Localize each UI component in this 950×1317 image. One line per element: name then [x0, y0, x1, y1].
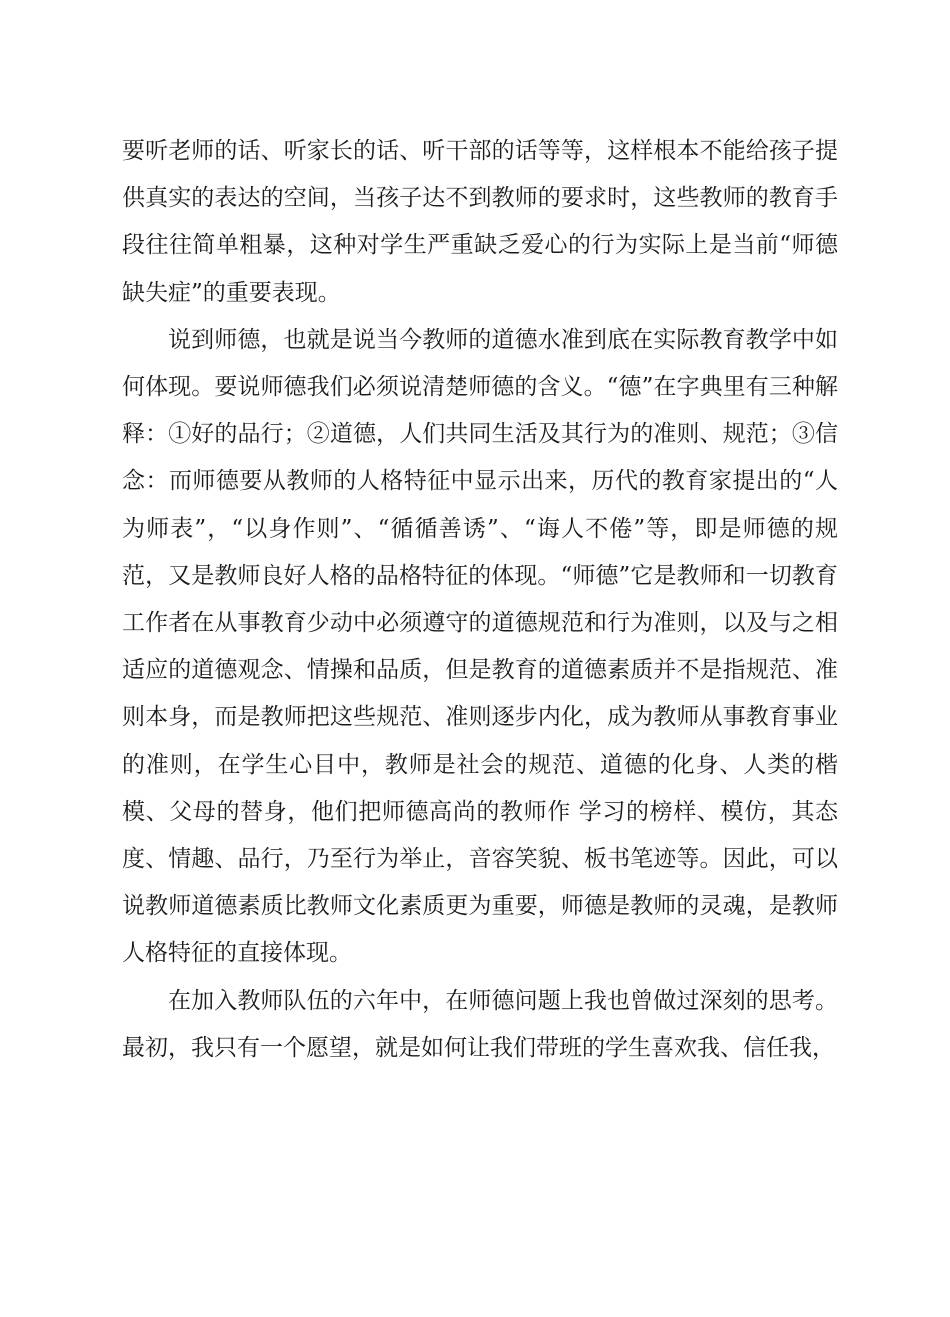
- paragraph-3: 在加入教师队伍的六年中，在师德问题上我也曾做过深刻的思考。最初，我只有一个愿望，就是如何让我们带班的学生喜欢我、信任我，: [122, 987, 838, 1061]
- body-text: [122, 128, 838, 1072]
- paragraph-1: 要听老师的话、听家长的话、听干部的话等等，这样根本不能给孩子提供真实的表达的空间，当孩子达不到教师的要求时，这些教师的教育手段往往简单粗暴，这种对学生严重缺乏爱心的行为实际上是当前“师德缺失症”的重要表现。: [122, 138, 838, 306]
- paragraph-2: 说到师德，也就是说当今教师的道德水准到底在实际教育教学中如何体现。要说师德我们必须说清楚师德的含义。“德”在字典里有三种解释：①好的品行；②道德，人们共同生活及其行为的准则、规范；③信念：而师德要从教师的人格特征中显示出来，历代的教育家提出的“人为师表”，“以身作则”、“循循善诱”、“诲人不倦”等，即是师德的规范，又是教师良好人格的品格特征的体现。“师德”它是教师和一切教育工作者在从事教育少动中必须遵守的道德规范和行为准则，以及与之相适应的道德观念、情操和品质，但是教育的道德素质并不是指规范、准则本身，而是教师把这些规范、准则逐步内化，成为教师从事教育事业的准则，在学生心目中，教师是社会的规范、道德的化身、人类的楷模、父母的替身，他们把师德高尚的教师作 学习的榜样、模仿，其态度、情趣、品行，乃至行为举止，音容笑貌、板书笔迹等。因此，可以说教师道德素质比教师文化素质更为重要，师德是教师的灵魂，是教师人格特征的直接体现。: [122, 326, 838, 967]
